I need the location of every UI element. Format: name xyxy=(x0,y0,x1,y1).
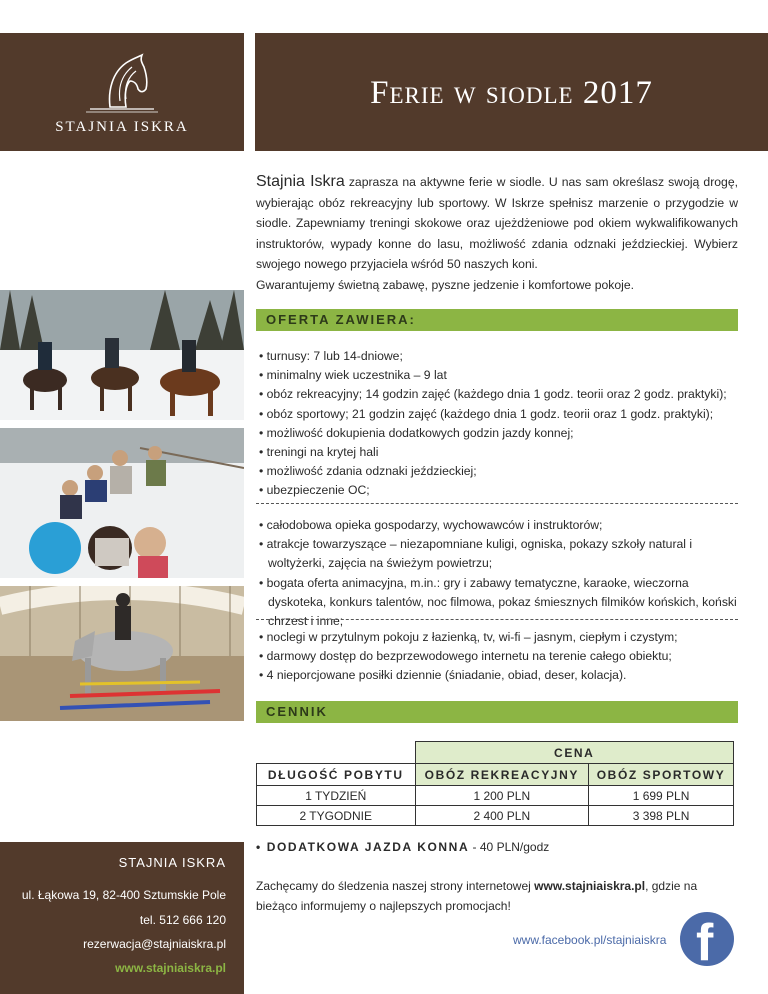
winter-riders-image xyxy=(0,290,244,420)
divider xyxy=(256,503,738,504)
extra-riding xyxy=(256,840,549,854)
list-item: • treningi na krytej hali xyxy=(256,443,738,462)
follow-text-part: , gdzie na bieżąco informujemy o najlepszych promocjach! xyxy=(256,879,698,913)
facebook-icon[interactable]: f xyxy=(680,912,734,966)
contact-website[interactable]: www.stajniaiskra.pl xyxy=(115,961,226,975)
contact-phone[interactable]: tel. 512 666 120 xyxy=(139,913,226,927)
list-item: • możliwość dokupienia dodatkowych godzin jazdy konnej; xyxy=(256,424,738,443)
list-item: • obóz rekreacyjny; 14 godzin zajęć (każdego dnia 1 godz. teorii oraz 2 godz. praktyki); xyxy=(256,385,738,404)
cell-sport-price: 1 699 PLN xyxy=(589,786,734,806)
price-table xyxy=(256,741,734,826)
photo-sledding-kids xyxy=(0,428,244,578)
table-corner xyxy=(257,742,416,764)
col-recreational: OBÓZ REKREACYJNY xyxy=(415,764,589,786)
page-title: Ferie w siodle 2017 xyxy=(370,75,653,111)
cell-sport-price: 3 398 PLN xyxy=(589,806,734,826)
intro-body: zaprasza na aktywne ferie w siodle. U nas sam określasz swoją drogę, wybierając obóz rekreacyjny lub sportowy. W Iskrze spełnisz marzenie o przygodzie w siodle. Zapewniamy treningi skokowe oraz ujeżdżeniowe pod okiem wykwalifikowanych instruktorów, wypady konne do lasu, możliwość zdania odznaki jeździeckiej. Wybierz swojego nowego przyjaciela wśród 50 naszych koni. xyxy=(256,175,738,271)
divider xyxy=(256,619,738,620)
list-item: • 4 nieporcjowane posiłki dziennie (śniadanie, obiad, deser, kolacja). xyxy=(256,666,738,685)
logo-text: STAJNIA ISKRA xyxy=(55,119,189,135)
follow-text xyxy=(256,876,726,916)
horse-logo-icon xyxy=(80,51,164,117)
pricing-heading-bar xyxy=(256,701,738,723)
col-duration: DŁUGOŚĆ POBYTU xyxy=(257,764,416,786)
offer-list-2 xyxy=(256,516,738,631)
list-item: • minimalny wiek uczestnika – 9 lat xyxy=(256,366,738,385)
table-row xyxy=(257,786,734,806)
list-item: • darmowy dostęp do bezprzewodowego internetu na terenie całego obiektu; xyxy=(256,647,738,666)
list-item: • całodobowa opieka gospodarzy, wychowawców i instruktorów; xyxy=(256,516,738,535)
intro-lead: Stajnia Iskra xyxy=(256,173,345,190)
table-row xyxy=(257,806,734,826)
list-item: • bogata oferta animacyjna, m.in.: gry i zabawy tematyczne, karaoke, wieczorna dyskoteka, konkurs talentów, noc filmowa, pokaz śmiesznych filmików końskich, koński chrzest i inne; xyxy=(256,574,738,632)
cell-rec-price: 1 200 PLN xyxy=(415,786,589,806)
extra-riding-price: - 40 PLN/godz xyxy=(469,840,550,854)
extra-riding-label: • DODATKOWA JAZDA KONNA xyxy=(256,840,470,854)
photo-indoor-jumping xyxy=(0,586,244,721)
intro-text xyxy=(256,172,738,295)
cell-duration: 2 TYGODNIE xyxy=(257,806,416,826)
list-item: • noclegi w przytulnym pokoju z łazienką, tv, wi-fi – jasnym, ciepłym i czystym; xyxy=(256,628,738,647)
list-item: • atrakcje towarzyszące – niezapomniane kuligi, ogniska, pokazy szkoły natural i woltyżerki, zajęcia na świeżym powietrzu; xyxy=(256,535,738,573)
offer-list-3 xyxy=(256,628,738,686)
price-header-cena: CENA xyxy=(415,742,734,764)
offer-heading-bar xyxy=(256,309,738,331)
contact-email[interactable]: rezerwacja@stajniaiskra.pl xyxy=(83,937,226,951)
sledding-kids-image xyxy=(0,428,244,578)
contact-name: STAJNIA ISKRA xyxy=(118,855,226,870)
offer-list-1 xyxy=(256,347,738,501)
indoor-jumping-image xyxy=(0,586,244,721)
list-item: • możliwość zdania odznaki jeździeckiej; xyxy=(256,462,738,481)
facebook-link[interactable]: www.facebook.pl/stajniaiskra xyxy=(513,933,667,947)
photo-winter-riders xyxy=(0,290,244,420)
cell-rec-price: 2 400 PLN xyxy=(415,806,589,826)
website-link[interactable]: www.stajniaiskra.pl xyxy=(534,879,646,893)
contact-address: ul. Łąkowa 19, 82-400 Sztumskie Pole xyxy=(21,888,226,902)
col-sport: OBÓZ SPORTOWY xyxy=(589,764,734,786)
list-item: • turnusy: 7 lub 14-dniowe; xyxy=(256,347,738,366)
follow-text-part: Zachęcamy do śledzenia naszej strony internetowej xyxy=(256,879,535,893)
list-item: • ubezpieczenie OC; xyxy=(256,481,738,500)
title-panel xyxy=(255,33,768,151)
logo-panel xyxy=(0,33,244,151)
intro-guarantee: Gwarantujemy świetną zabawę, pyszne jedzenie i komfortowe pokoje. xyxy=(256,277,635,292)
offer-heading: OFERTA ZAWIERA: xyxy=(266,312,416,327)
list-item: • obóz sportowy; 21 godzin zajęć (każdego dnia 1 godz. teorii oraz 1 godz. praktyki); xyxy=(256,405,738,424)
pricing-heading: CENNIK xyxy=(266,704,328,719)
cell-duration: 1 TYDZIEŃ xyxy=(257,786,416,806)
contact-panel xyxy=(0,842,244,994)
